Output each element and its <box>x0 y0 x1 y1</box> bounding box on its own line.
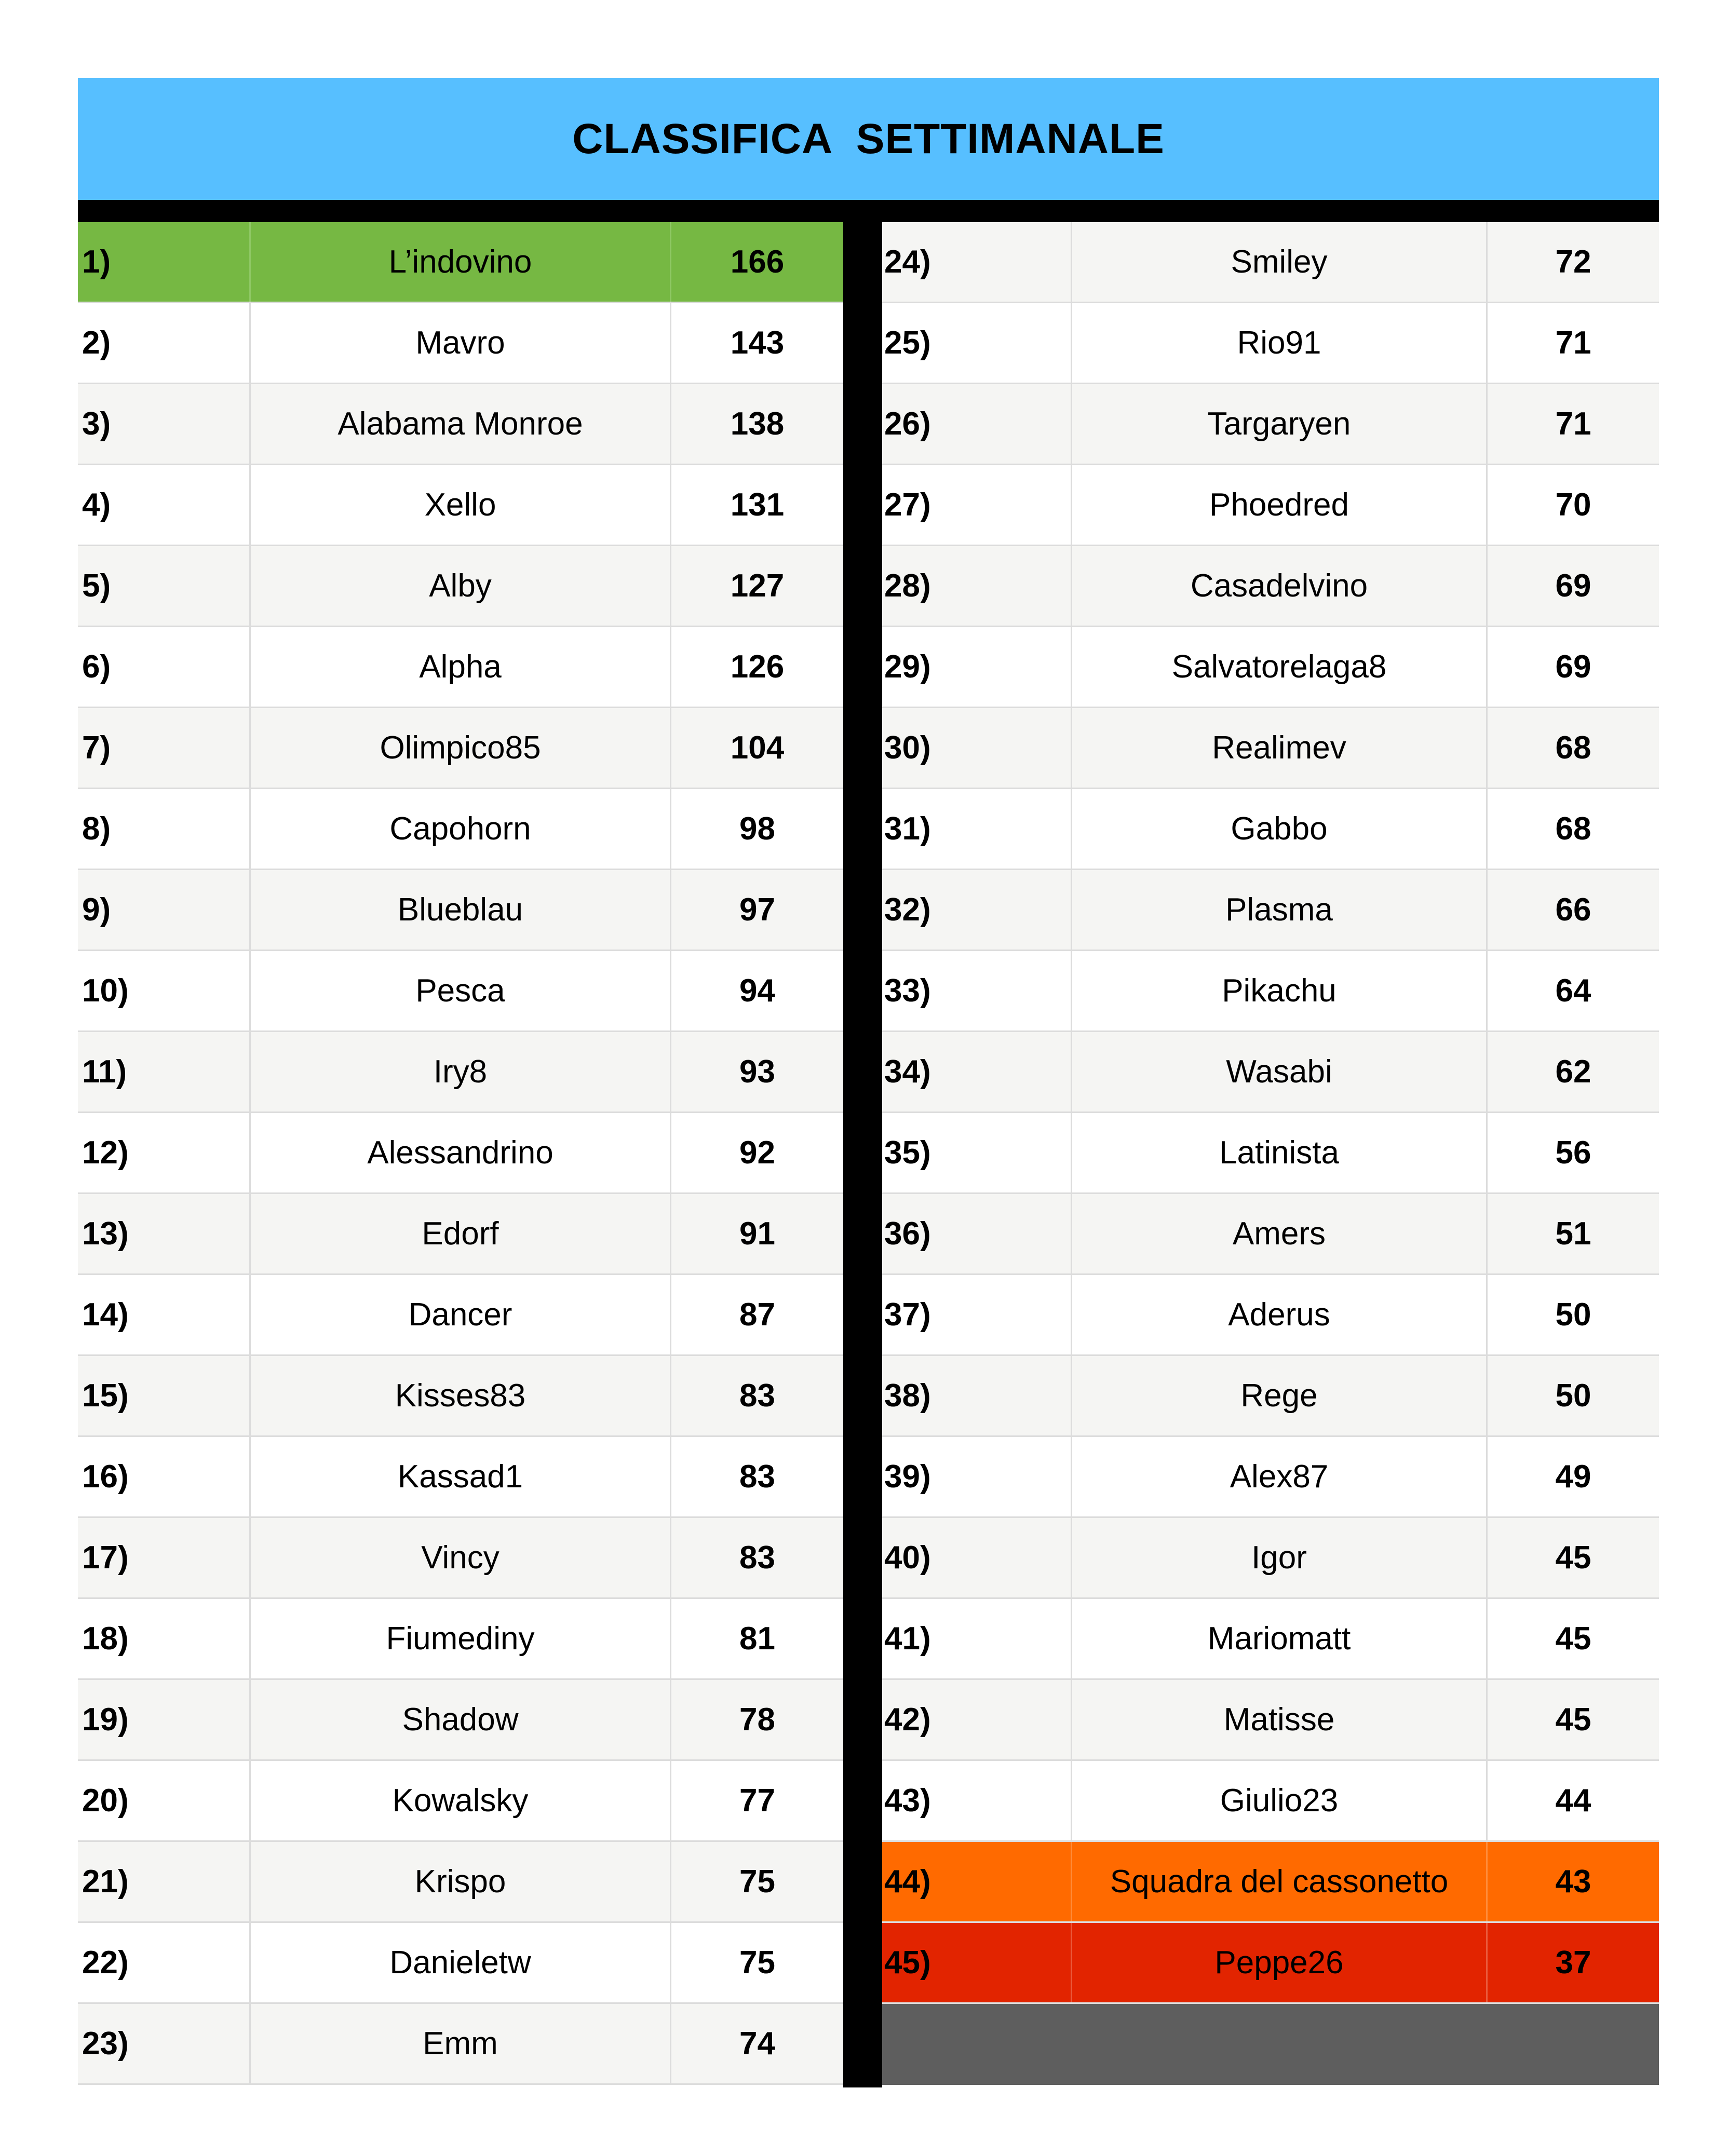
score-cell: 93 <box>670 1032 843 1111</box>
score-cell: 78 <box>670 1680 843 1759</box>
table-row <box>882 1275 1659 1356</box>
rank-cell: 14) <box>82 1297 129 1333</box>
rank-cell: 5) <box>82 568 111 604</box>
name-cell: Kisses83 <box>249 1356 670 1435</box>
score-cell: 62 <box>1486 1032 1659 1111</box>
rank-cell: 17) <box>82 1540 129 1576</box>
page-title: CLASSIFICA SETTIMANALE <box>572 115 1165 162</box>
score-cell: 50 <box>1486 1356 1659 1435</box>
rank-cell: 42) <box>884 1702 931 1738</box>
name-cell: Dancer <box>249 1275 670 1354</box>
rank-cell: 43) <box>884 1783 931 1819</box>
name-cell: Igor <box>1071 1518 1486 1597</box>
table-row <box>78 1032 843 1113</box>
rank-cell: 39) <box>884 1459 931 1495</box>
score-cell: 70 <box>1486 465 1659 545</box>
score-cell: 64 <box>1486 951 1659 1030</box>
score-cell: 56 <box>1486 1113 1659 1192</box>
rank-cell: 10) <box>82 973 129 1009</box>
name-cell: Alpha <box>249 627 670 707</box>
name-cell: Capohorn <box>249 789 670 869</box>
name-cell: Phoedred <box>1071 465 1486 545</box>
table-row <box>78 1437 843 1518</box>
score-cell: 75 <box>670 1842 843 1921</box>
score-cell: 143 <box>670 303 843 383</box>
name-cell: Targaryen <box>1071 384 1486 464</box>
table-row <box>78 1518 843 1599</box>
score-cell: 69 <box>1486 627 1659 707</box>
table-row <box>78 627 843 708</box>
name-cell: Mavro <box>249 303 670 383</box>
table-row <box>882 384 1659 465</box>
rank-cell: 2) <box>82 325 111 361</box>
score-cell: 83 <box>670 1518 843 1597</box>
score-cell: 44 <box>1486 1761 1659 1840</box>
name-cell: Latinista <box>1071 1113 1486 1192</box>
rank-cell: 23) <box>82 2026 129 2062</box>
score-cell: 126 <box>670 627 843 707</box>
column-divider <box>843 222 882 2087</box>
name-cell: Xello <box>249 465 670 545</box>
name-cell: Pesca <box>249 951 670 1030</box>
score-cell: 104 <box>670 708 843 788</box>
table-row <box>882 222 1659 303</box>
name-cell: Iry8 <box>249 1032 670 1111</box>
table-row <box>78 1275 843 1356</box>
table-row <box>78 870 843 951</box>
score-cell: 68 <box>1486 708 1659 788</box>
name-cell: Alessandrino <box>249 1113 670 1192</box>
name-cell: Casadelvino <box>1071 546 1486 626</box>
name-cell: Gabbo <box>1071 789 1486 869</box>
rank-cell: 40) <box>884 1540 931 1576</box>
name-cell: Matisse <box>1071 1680 1486 1759</box>
standings-table-left <box>78 222 843 2085</box>
rank-cell: 1) <box>82 244 111 280</box>
table-row <box>78 384 843 465</box>
name-cell: Rege <box>1071 1356 1486 1435</box>
name-cell: Alex87 <box>1071 1437 1486 1516</box>
table-row <box>882 1437 1659 1518</box>
score-cell: 77 <box>670 1761 843 1840</box>
rank-cell: 11) <box>82 1054 127 1090</box>
name-cell: Salvatorelaga8 <box>1071 627 1486 707</box>
score-cell: 97 <box>670 870 843 950</box>
score-cell: 75 <box>670 1923 843 2002</box>
score-cell: 37 <box>1486 1923 1659 2002</box>
rank-cell: 12) <box>82 1135 129 1171</box>
rank-cell: 8) <box>82 811 111 847</box>
score-cell: 94 <box>670 951 843 1030</box>
name-cell: Peppe26 <box>1071 1923 1486 2002</box>
table-row <box>882 303 1659 384</box>
table-row <box>882 708 1659 789</box>
name-cell: Giulio23 <box>1071 1761 1486 1840</box>
table-row <box>882 1032 1659 1113</box>
table-row <box>78 222 843 303</box>
name-cell: Alabama Monroe <box>249 384 670 464</box>
rank-cell: 19) <box>82 1702 129 1738</box>
score-cell: 83 <box>670 1437 843 1516</box>
score-cell: 131 <box>670 465 843 545</box>
table-row <box>882 627 1659 708</box>
table-row <box>882 1194 1659 1275</box>
name-cell: Mariomatt <box>1071 1599 1486 1678</box>
rank-cell: 25) <box>884 325 931 361</box>
score-cell: 83 <box>670 1356 843 1435</box>
table-row <box>78 303 843 384</box>
rank-cell: 29) <box>884 649 931 685</box>
table-row <box>78 1680 843 1761</box>
score-cell: 71 <box>1486 303 1659 383</box>
score-cell: 45 <box>1486 1680 1659 1759</box>
rank-cell: 33) <box>884 973 931 1009</box>
score-cell: 91 <box>670 1194 843 1273</box>
rank-cell: 31) <box>884 811 931 847</box>
table-row <box>882 546 1659 627</box>
rank-cell: 3) <box>82 406 111 442</box>
name-cell: Kowalsky <box>249 1761 670 1840</box>
table-row <box>78 1356 843 1437</box>
rank-cell: 34) <box>884 1054 931 1090</box>
name-cell: Shadow <box>249 1680 670 1759</box>
rank-cell: 18) <box>82 1621 129 1657</box>
table-row <box>78 465 843 546</box>
name-cell: Kassad1 <box>249 1437 670 1516</box>
rank-cell: 16) <box>82 1459 129 1495</box>
name-cell: Emm <box>249 2004 670 2083</box>
score-cell: 43 <box>1486 1842 1659 1921</box>
rank-cell: 44) <box>884 1864 931 1900</box>
name-cell: Amers <box>1071 1194 1486 1273</box>
standings-table-right <box>882 222 1659 2085</box>
table-row <box>882 1842 1659 1923</box>
score-cell: 74 <box>670 2004 843 2083</box>
name-cell: Realimev <box>1071 708 1486 788</box>
rank-cell: 35) <box>884 1135 931 1171</box>
table-row <box>78 2004 843 2085</box>
score-cell: 127 <box>670 546 843 626</box>
table-row <box>882 465 1659 546</box>
name-cell: Smiley <box>1071 222 1486 302</box>
table-row <box>78 1113 843 1194</box>
rank-cell: 41) <box>884 1621 931 1657</box>
table-row <box>882 1518 1659 1599</box>
score-cell: 81 <box>670 1599 843 1678</box>
name-cell: Plasma <box>1071 870 1486 950</box>
name-cell: Alby <box>249 546 670 626</box>
table-row <box>78 1923 843 2004</box>
table-row <box>882 1923 1659 2004</box>
table-row <box>882 1680 1659 1761</box>
name-cell: Wasabi <box>1071 1032 1486 1111</box>
rank-cell: 27) <box>884 487 931 523</box>
table-row <box>882 951 1659 1032</box>
name-cell: Olimpico85 <box>249 708 670 788</box>
name-cell: Fiumediny <box>249 1599 670 1678</box>
rank-cell: 26) <box>884 406 931 442</box>
name-cell: Squadra del cassonetto <box>1071 1842 1486 1921</box>
rank-cell: 28) <box>884 568 931 604</box>
table-row <box>78 1194 843 1275</box>
rank-cell: 22) <box>82 1945 129 1981</box>
rank-cell: 13) <box>82 1216 129 1252</box>
score-cell: 69 <box>1486 546 1659 626</box>
name-cell: Danieletw <box>249 1923 670 2002</box>
name-cell: Pikachu <box>1071 951 1486 1030</box>
name-cell: Blueblau <box>249 870 670 950</box>
score-cell: 50 <box>1486 1275 1659 1354</box>
score-cell: 45 <box>1486 1599 1659 1678</box>
rank-cell: 7) <box>82 730 111 766</box>
score-cell: 68 <box>1486 789 1659 869</box>
name-cell: L’indovino <box>249 222 670 302</box>
score-cell: 45 <box>1486 1518 1659 1597</box>
empty-filler-cell <box>882 2004 1659 2085</box>
rank-cell: 15) <box>82 1378 129 1414</box>
rank-cell: 37) <box>884 1297 931 1333</box>
name-cell: Vincy <box>249 1518 670 1597</box>
rank-cell: 4) <box>82 487 111 523</box>
table-row <box>882 870 1659 951</box>
name-cell: Rio91 <box>1071 303 1486 383</box>
table-row <box>882 789 1659 870</box>
rank-cell: 9) <box>82 892 111 928</box>
header-divider <box>78 200 1659 222</box>
header-banner <box>78 78 1659 200</box>
table-row <box>78 546 843 627</box>
table-row <box>882 1356 1659 1437</box>
score-cell: 98 <box>670 789 843 869</box>
name-cell: Aderus <box>1071 1275 1486 1354</box>
rank-cell: 24) <box>884 244 931 280</box>
rank-cell: 38) <box>884 1378 931 1414</box>
table-row <box>78 708 843 789</box>
score-cell: 66 <box>1486 870 1659 950</box>
score-cell: 166 <box>670 222 843 302</box>
table-row <box>882 1113 1659 1194</box>
rank-cell: 21) <box>82 1864 129 1900</box>
score-cell: 87 <box>670 1275 843 1354</box>
rank-cell: 20) <box>82 1783 129 1819</box>
rank-cell: 45) <box>884 1945 931 1981</box>
table-row <box>78 1599 843 1680</box>
score-cell: 72 <box>1486 222 1659 302</box>
rank-cell: 30) <box>884 730 931 766</box>
table-row <box>78 1761 843 1842</box>
score-cell: 71 <box>1486 384 1659 464</box>
name-cell: Krispo <box>249 1842 670 1921</box>
score-cell: 92 <box>670 1113 843 1192</box>
table-row <box>882 1599 1659 1680</box>
score-cell: 49 <box>1486 1437 1659 1516</box>
table-row <box>78 951 843 1032</box>
table-row <box>78 1842 843 1923</box>
table-row <box>882 1761 1659 1842</box>
score-cell: 138 <box>670 384 843 464</box>
table-row <box>78 789 843 870</box>
name-cell: Edorf <box>249 1194 670 1273</box>
score-cell: 51 <box>1486 1194 1659 1273</box>
rank-cell: 36) <box>884 1216 931 1252</box>
rank-cell: 6) <box>82 649 111 685</box>
rank-cell: 32) <box>884 892 931 928</box>
